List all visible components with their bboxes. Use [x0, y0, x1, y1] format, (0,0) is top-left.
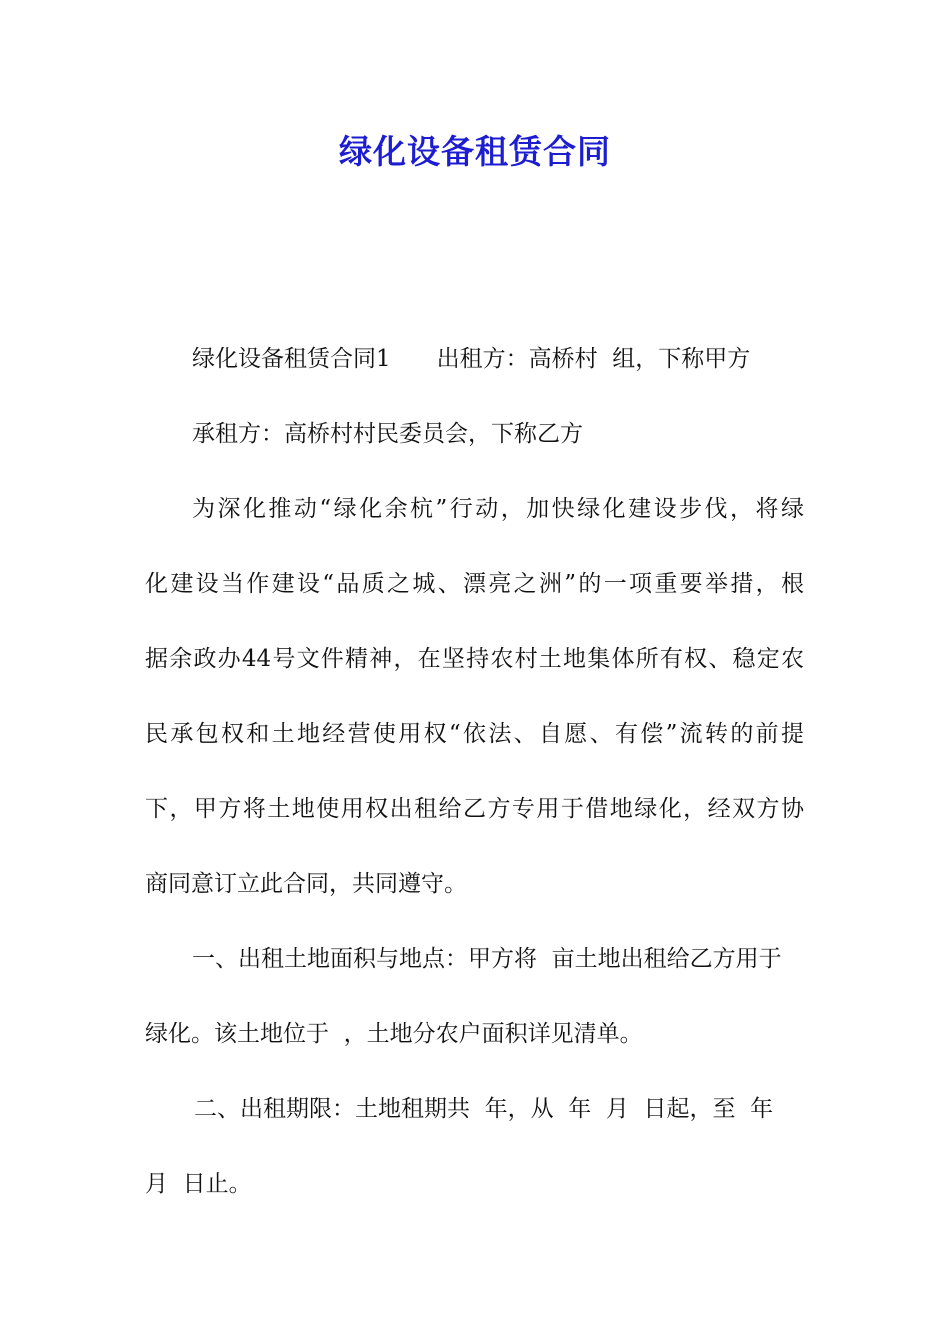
text-line-preamble-1: 为深化推动“绿化余杭”行动，加快绿化建设步伐，将绿 — [192, 496, 804, 522]
text-line-contract-parties: 绿化设备租赁合同1 出租方：高桥村 组，下称甲方 — [192, 346, 751, 372]
text-line-preamble-2: 化建设当作建设“品质之城、漂亮之洲”的一项重要举措，根 — [145, 571, 804, 597]
text-line-clause-2-b: 月 日止。 — [145, 1171, 252, 1197]
document-title: 绿化设备租赁合同 — [339, 132, 611, 171]
text-line-preamble-4: 民承包权和土地经营使用权“依法、自愿、有偿”流转的前提 — [145, 721, 804, 747]
text-line-clause-1-b: 绿化。该土地位于 ，土地分农户面积详见清单。 — [145, 1021, 643, 1047]
text-line-clause-1-a: 一、出租土地面积与地点：甲方将 亩土地出租给乙方用于 — [192, 946, 782, 972]
text-line-preamble-6: 商同意订立此合同，共同遵守。 — [145, 871, 467, 897]
text-line-lessee: 承租方：高桥村村民委员会，下称乙方 — [192, 421, 583, 447]
text-line-preamble-3: 据余政办44号文件精神，在坚持农村土地集体所有权、稳定农 — [145, 646, 804, 672]
text-line-preamble-5: 下，甲方将土地使用权出租给乙方专用于借地绿化，经双方协 — [145, 796, 804, 822]
text-line-clause-2-a: 二、出租期限：土地租期共 年，从 年 月 日起，至 年 — [194, 1096, 774, 1122]
